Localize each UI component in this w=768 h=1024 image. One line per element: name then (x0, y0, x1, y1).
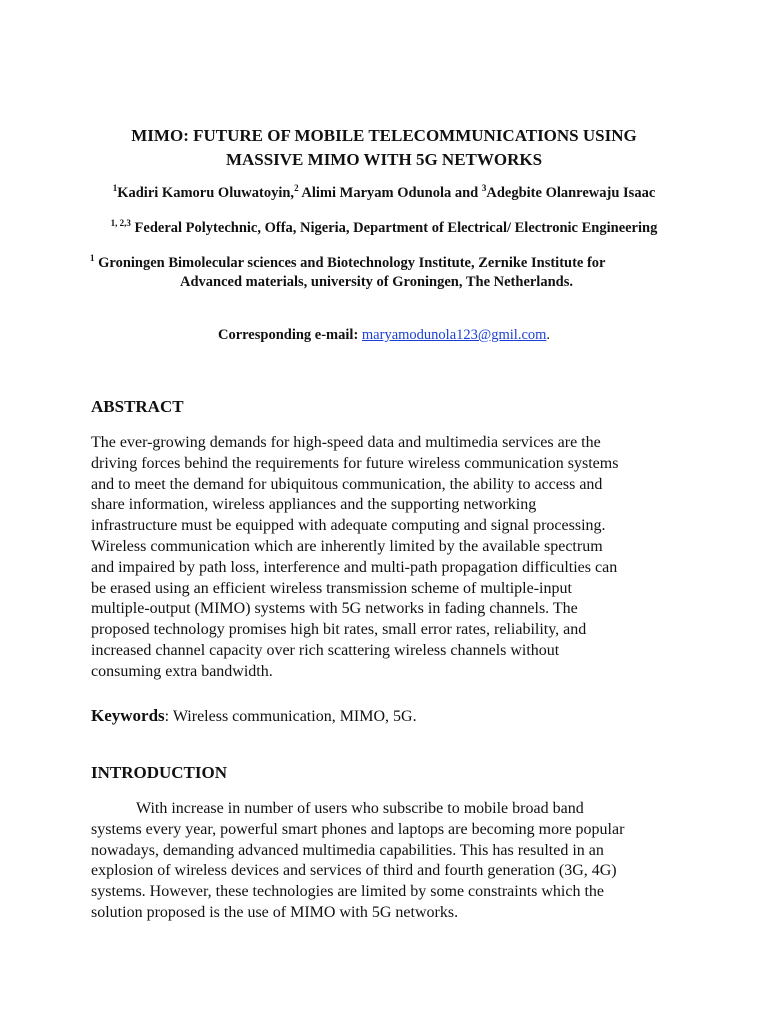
abstract-line: proposed technology promises high bit rates, small error rates, reliability, and (91, 621, 587, 639)
abstract-heading: ABSTRACT (91, 397, 184, 416)
email-link[interactable]: maryamodunola123@gmil.com (361, 327, 547, 343)
introduction-line: systems every year, powerful smart phones and laptops are becoming more popular (91, 820, 625, 838)
introduction-line: solution proposed is the use of MIMO with 5G networks. (91, 903, 459, 921)
abstract-line: increased channel capacity over rich scattering wireless channels without (91, 641, 560, 659)
author-superscript: 2 (294, 183, 299, 194)
email-suffix: . (546, 327, 551, 343)
corresponding-label: Corresponding e-mail: (217, 327, 362, 343)
abstract-line: multiple-output (MIMO) systems with 5G networks in fading channels. The (91, 600, 578, 618)
introduction-line: systems. However, these technologies are limited by some constraints which the (91, 883, 605, 901)
affiliation-superscript: 1 (90, 253, 95, 264)
introduction-body (91, 799, 681, 924)
affiliation-superscript: 1, 2,3 (110, 218, 131, 229)
author-superscript: 3 (481, 183, 487, 194)
affiliation-1 (0, 218, 768, 238)
author-name: Adegbite Olanrewaju Isaac (486, 185, 656, 201)
introduction-heading: INTRODUCTION (91, 763, 228, 782)
abstract-line: and impaired by path loss, interference and multi-path propagation difficulties can (91, 558, 618, 576)
affiliation-text: Advanced materials, university of Groningen, The Netherlands. (180, 274, 573, 290)
abstract-line: consuming extra bandwidth. (91, 662, 273, 680)
affiliation-text: Groningen Bimolecular sciences and Biotechnology Institute, Zernike Institute for (94, 255, 606, 271)
author-list (0, 183, 768, 203)
author-name: Kadiri Kamoru Oluwatoyin, (117, 185, 295, 201)
affiliation-2 (90, 254, 690, 292)
introduction-line: nowadays, demanding advanced multimedia capabilities. This has resulted in an (91, 841, 604, 859)
abstract-body (91, 433, 681, 683)
abstract-line: be erased using an efficient wireless transmission scheme of multiple-input (91, 579, 572, 597)
keywords-text: : Wireless communication, MIMO, 5G. (164, 708, 417, 725)
introduction-line: With increase in number of users who subscribe to mobile broad band (136, 800, 584, 817)
corresponding-email (0, 325, 768, 345)
abstract-line: share information, wireless appliances and the supporting networking (91, 496, 537, 514)
introduction-line: explosion of wireless devices and services of third and fourth generation (3G, 4G) (91, 862, 617, 880)
keywords-label: Keywords (91, 706, 165, 725)
abstract-line: and to meet the demand for ubiquitous communication, the ability to access and (91, 475, 603, 493)
title-line: MIMO: FUTURE OF MOBILE TELECOMMUNICATIONS USING (131, 126, 637, 145)
abstract-line: The ever-growing demands for high-speed data and multimedia services are the (91, 434, 601, 451)
abstract-line: Wireless communication which are inherently limited by the available spectrum (91, 537, 603, 555)
title-line: MASSIVE MIMO WITH 5G NETWORKS (225, 150, 543, 169)
affiliation-text: Federal Polytechnic, Offa, Nigeria, Department of Electrical/ Electronic Engineering (130, 220, 658, 236)
paper-title (0, 124, 768, 172)
abstract-line: infrastructure must be equipped with adequate computing and signal processing. (91, 517, 606, 535)
author-name: Alimi Maryam Odunola and (298, 185, 482, 201)
author-superscript: 1 (112, 183, 118, 194)
abstract-line: driving forces behind the requirements for future wireless communication systems (91, 454, 619, 472)
keywords (91, 705, 681, 728)
